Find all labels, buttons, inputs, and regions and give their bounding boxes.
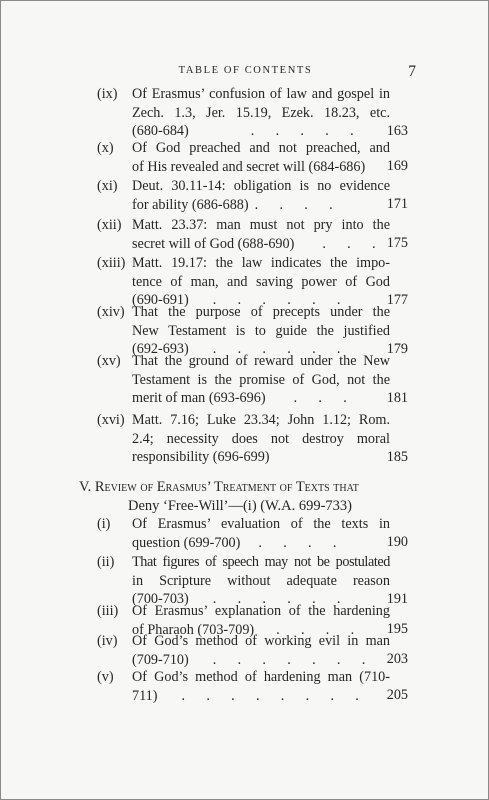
entry-page-number: 190 [386,534,408,550]
section-heading [79,478,399,516]
running-title: TABLE OF CONTENTS [178,65,313,76]
section-heading-line: V. Review of Erasmus’ Treatment of Texts that [79,479,359,495]
entry-line-with-leader: (692-693) . . . . . . [132,341,341,357]
entry-numeral: (i) [97,516,111,532]
entry-text [132,668,390,705]
entry-line: in Scripture without adequate reason [132,572,390,589]
entry-line-with-leader: (690-691) . . . . . . [132,292,341,308]
entry-text [132,177,390,214]
entry-numeral: (ix) [97,86,118,102]
entry-page-number: 179 [386,341,408,357]
entry-text [132,515,390,552]
entry-page-number: 191 [386,591,408,607]
entry-page-number: 177 [386,292,408,308]
entry-line: Of God’s method of hardening man (710- [132,669,390,685]
entry-line: Matt. 23.37: man must not pry into the [132,217,390,233]
entry-line: New Testament is to guide the justified [132,322,390,339]
entry-text [132,254,390,310]
entry-numeral: (ii) [97,554,115,570]
entry-page-number: 205 [386,687,408,703]
entry-line: That figures of speech may not be postulated [132,554,390,570]
entry-line-with-leader: (709-710) . . . . . . . [132,651,366,668]
entry-line: 2.4; necessity does not destroy moral [132,430,390,447]
entry-numeral: (xv) [97,353,121,369]
entry-line: That the purpose of precepts under the [132,304,390,320]
entry-line-with-leader: of Pharaoh (703-709) . . . . [132,621,355,638]
entry-line: Of Erasmus’ confusion of law and gospel in [132,86,390,102]
entry-numeral: (x) [97,140,114,156]
entry-text [132,553,390,609]
entry-text [132,411,390,467]
entry-line: Of God preached and not preached, and [132,140,390,156]
entry-numeral: (iii) [97,603,119,619]
entry-text [132,139,390,176]
entry-line-with-leader: 711) . . . . . . . . [132,687,359,704]
entry-text [132,352,390,408]
section-heading-line: Deny ‘Free-Will’—(i) (W.A. 699-733) [128,498,352,514]
entry-line: Of Erasmus’ evaluation of the texts in [132,516,390,532]
entry-text [132,632,390,669]
entry-line-with-leader: (700-703) . . . . . . [132,591,341,607]
entry-numeral: (xiii) [97,255,126,271]
entry-line: Of Erasmus’ explanation of the hardening [132,603,390,619]
entry-numeral: (iv) [97,633,118,649]
entry-line: of His revealed and secret will (684-686) [132,158,366,175]
folio-number: 7 [408,63,416,80]
entry-text [132,216,390,253]
entry-line: Zech. 1.3, Jer. 15.19, Ezek. 18.23, etc. [132,104,390,121]
entry-page-number: 169 [386,158,408,174]
entry-page-number: 185 [386,449,408,465]
entry-line-with-leader: for ability (686-688) . . . . [132,196,333,213]
entry-line: Deut. 30.11-14: obligation is no evidence [132,178,390,194]
entry-page-number: 181 [386,390,408,406]
entry-line: tence of man, and saving power of God [132,273,390,290]
entry-numeral: (xii) [97,217,122,233]
entry-line: Matt. 7.16; Luke 23.34; John 1.12; Rom. [132,412,390,428]
entry-line: Of God’s method of working evil in man [132,633,390,649]
entry-text [132,303,390,359]
entry-line: Testament is the promise of God, not the [132,371,390,388]
entry-numeral: (xi) [97,178,118,194]
entry-page-number: 163 [386,123,408,139]
entry-numeral: (xiv) [97,304,125,320]
entry-line: Matt. 19.17: the law indicates the impo- [132,255,390,271]
entry-line: responsibility (696-699) [132,449,270,465]
entry-line-with-leader: merit of man (693-696) . . . [132,390,347,406]
entry-numeral: (v) [97,669,114,685]
entry-line-with-leader: (680-684) . . . . . [132,123,354,139]
entry-numeral: (xvi) [97,412,125,428]
entry-page-number: 203 [386,651,408,667]
entry-page-number: 171 [386,196,408,212]
entry-line-with-leader: question (699-700) . . . . [132,534,337,551]
entry-text [132,85,390,141]
entry-line-with-leader: secret will of God (688-690) . . . [132,235,376,252]
entry-line: That the ground of reward under the New [132,353,390,369]
entry-page-number: 195 [386,621,408,637]
page-header [1,63,489,83]
entry-page-number: 175 [386,235,408,251]
